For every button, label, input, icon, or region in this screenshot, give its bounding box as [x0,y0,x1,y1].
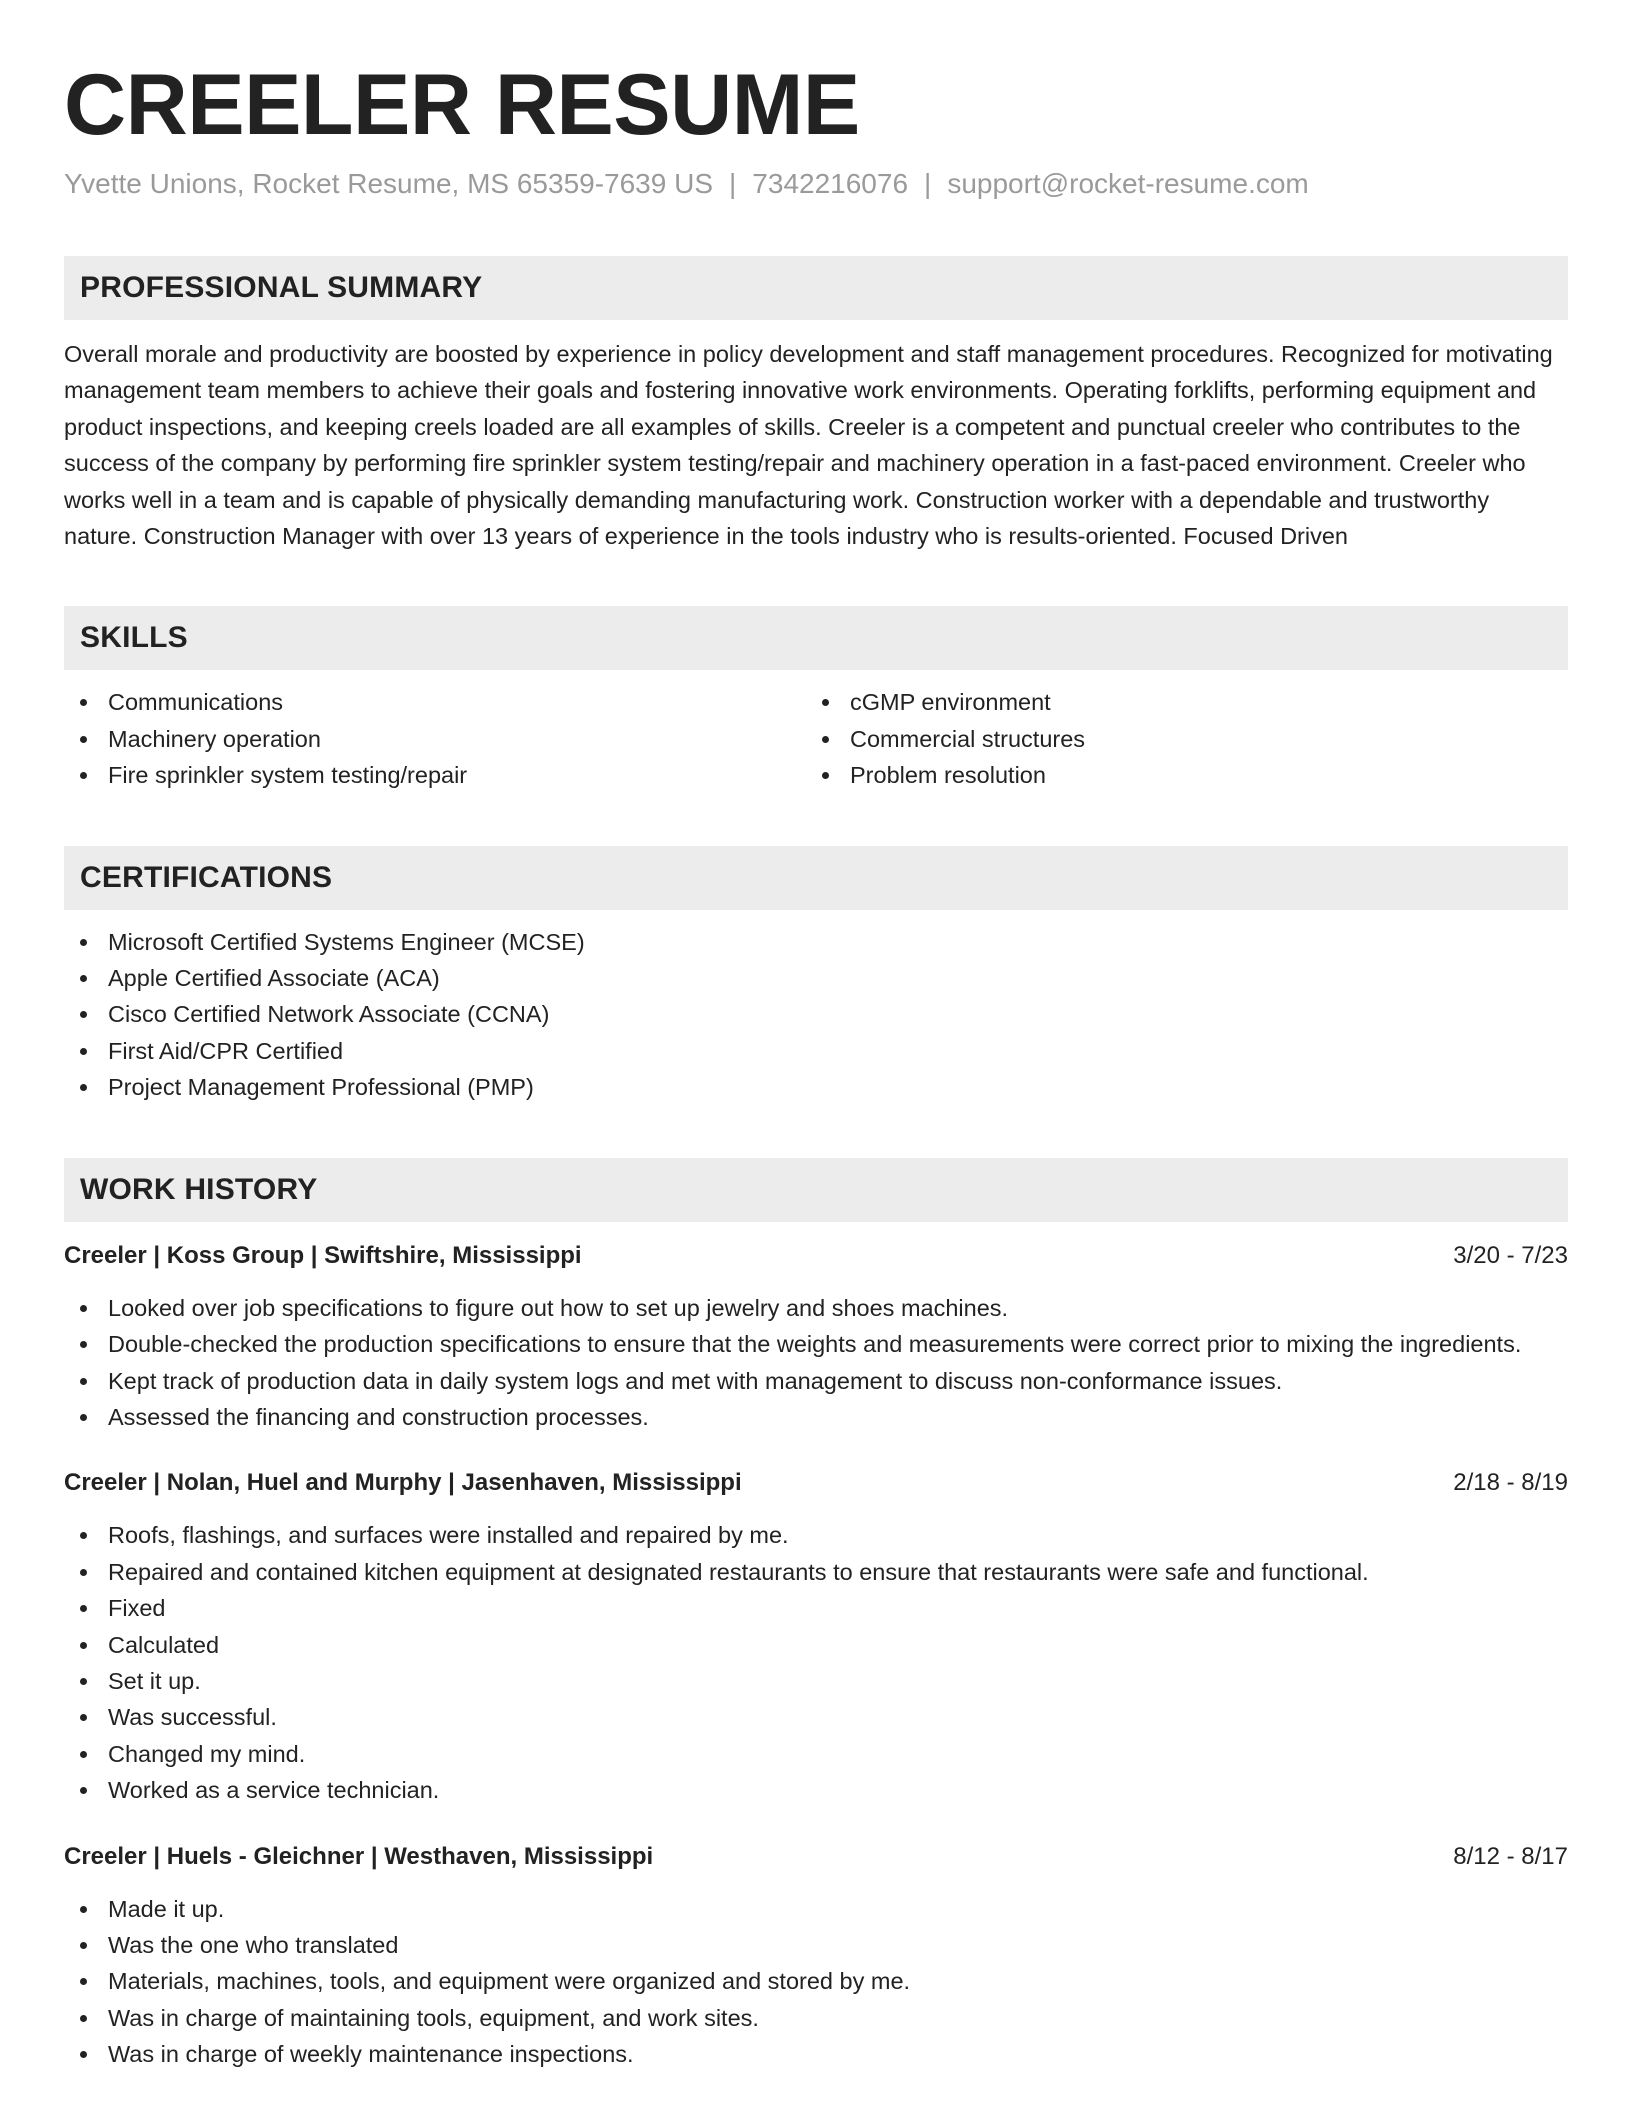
job-entry [64,1238,1568,1436]
job-bullet: Roofs, flashings, and surfaces were installed and repaired by me. [64,1517,1568,1553]
skill-item: Fire sprinkler system testing/repair [64,757,806,793]
skill-item: cGMP environment [806,684,1548,720]
skills-heading: SKILLS [80,621,188,655]
skills-section-header [64,606,1568,670]
summary-section-header [64,256,1568,320]
job-bullet: Fixed [64,1590,1568,1626]
certifications-heading: CERTIFICATIONS [80,860,333,894]
job-bullet: Worked as a service technician. [64,1772,1568,1808]
job-bullet: Looked over job specifications to figure out how to set up jewelry and shoes machines. [64,1290,1568,1326]
certifications-list [64,924,1568,1106]
certification-item: Apple Certified Associate (ACA) [64,960,1568,996]
resume-title: CREELER RESUME [64,57,860,153]
job-header [64,1839,1568,1875]
work-history-section-header [64,1158,1568,1222]
work-history-heading: WORK HISTORY [80,1172,318,1206]
summary-text: Overall morale and productivity are boosted by experience in policy development and staff management procedures. Recognized for motivating management team members to achieve their goals and fostering innovative work environments. Operating forklifts, performing equipment and product inspections, and keeping creels loaded are all examples of skills. Creeler is a competent and punctual creeler who contributes to the success of the company by performing fire sprinkler system testing/repair and machinery operation in a fast-paced environment. Creeler who works well in a team and is capable of physically demanding manufacturing work. Construction worker with a dependable and trustworthy nature. Construction Manager with over 13 years of experience in the tools industry who is results-oriented. Focused Driven [64,341,1553,550]
job-dates: 2/18 - 8/19 [1453,1469,1568,1497]
skills-list [64,684,1568,793]
contact-line [64,164,1568,204]
job-bullet: Materials, machines, tools, and equipment were organized and stored by me. [64,1963,1568,1999]
job-bullet: Was in charge of maintaining tools, equipment, and work sites. [64,2000,1568,2036]
job-bullets [64,1517,1568,1808]
skill-item: Machinery operation [64,721,806,757]
job-bullet: Changed my mind. [64,1736,1568,1772]
job-bullet: Made it up. [64,1891,1568,1927]
skill-item: Problem resolution [806,757,1548,793]
job-dates: 3/20 - 7/23 [1453,1241,1568,1269]
certifications-section-header [64,846,1568,910]
job-bullet: Double-checked the production specifications to ensure that the weights and measurements were correct prior to mixing the ingredients. [64,1326,1568,1362]
skill-item: Communications [64,684,806,720]
job-title: Creeler | Huels - Gleichner | Westhaven, Mississippi [64,1842,654,1870]
job-bullet: Repaired and contained kitchen equipment at designated restaurants to ensure that restaurants were safe and functional. [64,1554,1568,1590]
contact-phone: 7342216076 [752,168,909,199]
skills-column-left [64,684,806,793]
job-bullet: Kept track of production data in daily system logs and met with management to discuss non-conformance issues. [64,1363,1568,1399]
skills-column-right [806,684,1548,793]
certification-item: Project Management Professional (PMP) [64,1069,1568,1105]
job-title: Creeler | Koss Group | Swiftshire, Mississippi [64,1241,582,1269]
certification-item: Microsoft Certified Systems Engineer (MCSE) [64,924,1568,960]
job-bullet: Assessed the financing and construction processes. [64,1399,1568,1435]
job-entry [64,1465,1568,1808]
job-bullet: Was in charge of weekly maintenance inspections. [64,2036,1568,2072]
certification-item: First Aid/CPR Certified [64,1033,1568,1069]
contact-separator: | [729,168,737,199]
contact-email: support@rocket-resume.com [947,168,1309,199]
job-bullet: Set it up. [64,1663,1568,1699]
job-dates: 8/12 - 8/17 [1453,1842,1568,1870]
job-header [64,1238,1568,1274]
certification-item: Cisco Certified Network Associate (CCNA) [64,996,1568,1032]
skill-item: Commercial structures [806,721,1548,757]
job-title: Creeler | Nolan, Huel and Murphy | Jasenhaven, Mississippi [64,1469,742,1497]
job-entry [64,1839,1568,2073]
job-bullet: Was the one who translated [64,1927,1568,1963]
job-bullet: Was successful. [64,1699,1568,1735]
contact-separator: | [924,168,932,199]
job-header [64,1465,1568,1501]
job-bullets [64,1891,1568,2073]
job-bullets [64,1290,1568,1436]
job-bullet: Calculated [64,1627,1568,1663]
summary-heading: PROFESSIONAL SUMMARY [80,271,483,304]
contact-address: Yvette Unions, Rocket Resume, MS 65359-7639 US [64,168,714,199]
